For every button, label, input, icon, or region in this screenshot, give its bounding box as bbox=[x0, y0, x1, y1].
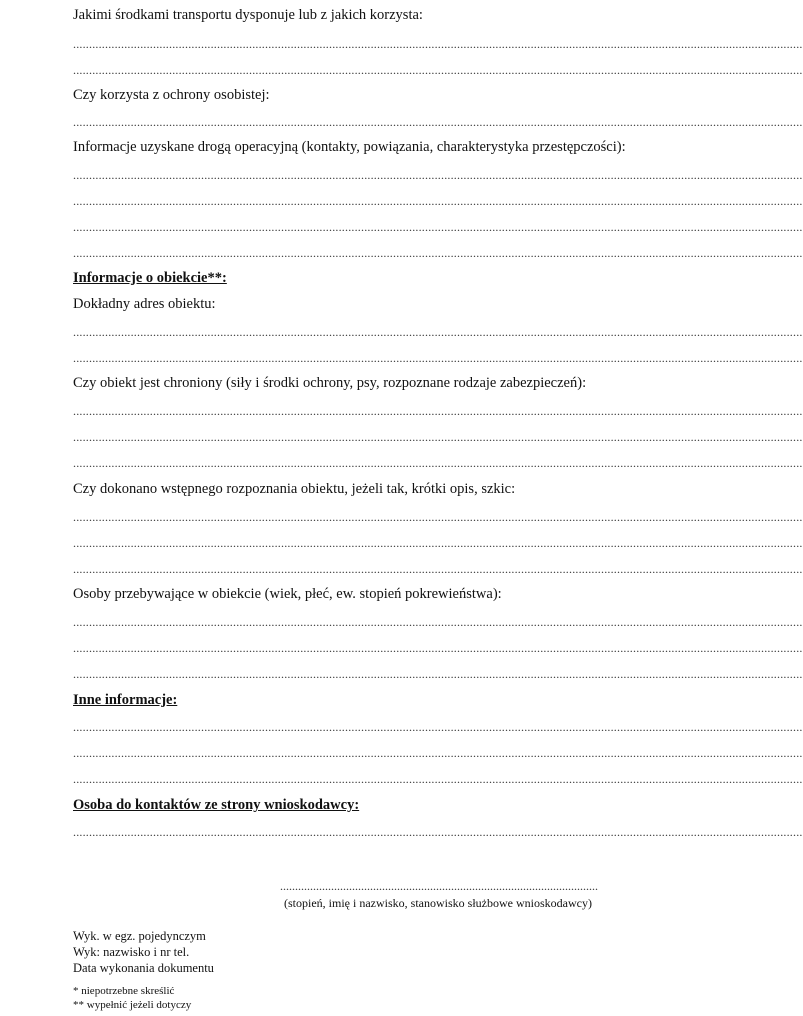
dotted-fill-line[interactable]: .................................................................................................................................................................................................................................... bbox=[73, 404, 803, 418]
dotted-fill-line[interactable]: .................................................................................................................................................................................................................................... bbox=[73, 194, 803, 208]
dotted-fill-line[interactable]: .................................................................................................................................................................................................................................... bbox=[73, 168, 803, 182]
dotted-fill-line[interactable]: .................................................................................................................................................................................................................................... bbox=[73, 667, 803, 681]
dotted-fill-line[interactable]: .................................................................................................................................................................................................................................... bbox=[73, 63, 803, 77]
dotted-fill-line[interactable]: .................................................................................................................................................................................................................................... bbox=[73, 562, 803, 576]
persons-label: Osoby przebywające w obiekcie (wiek, płeć, ew. stopień pokrewieństwa): bbox=[73, 586, 502, 602]
protection-label: Czy korzysta z ochrony osobistej: bbox=[73, 87, 270, 103]
dotted-fill-line[interactable]: .................................................................................................................................................................................................................................... bbox=[73, 37, 803, 51]
operational-info-label: Informacje uzyskane drogą operacyjną (kontakty, powiązania, charakterystyka przestępczości): bbox=[73, 139, 626, 155]
dotted-fill-line[interactable]: .................................................................................................................................................................................................................................... bbox=[73, 351, 803, 365]
dotted-fill-line[interactable]: .................................................................................................................................................................................................................................... bbox=[73, 615, 803, 629]
dotted-fill-line[interactable]: .................................................................................................................................................................................................................................... bbox=[73, 510, 803, 524]
footnote-fill-if-applicable: ** wypełnić jeżeli dotyczy bbox=[73, 999, 192, 1011]
dotted-fill-line[interactable]: .................................................................................................................................................................................................................................... bbox=[73, 772, 803, 786]
signature-caption: (stopień, imię i nazwisko, stanowisko służbowe wnioskodawcy) bbox=[284, 896, 592, 910]
dotted-fill-line[interactable]: .................................................................................................................................................................................................................................... bbox=[73, 115, 803, 129]
dotted-fill-line[interactable]: .................................................................................................................................................................................................................................... bbox=[73, 720, 803, 734]
reconnaissance-label: Czy dokonano wstępnego rozpoznania obiektu, jeżeli tak, krótki opis, szkic: bbox=[73, 481, 516, 497]
dotted-fill-line[interactable]: .................................................................................................................................................................................................................................... bbox=[73, 536, 803, 550]
dotted-fill-line[interactable]: .................................................................................................................................................................................................................................... bbox=[73, 430, 803, 444]
dotted-fill-line[interactable]: .................................................................................................................................................................................................................................... bbox=[73, 746, 803, 760]
address-label: Dokładny adres obiektu: bbox=[73, 296, 216, 312]
signature-line[interactable]: .......................................................................................................... bbox=[280, 879, 598, 893]
dotted-fill-line[interactable]: .................................................................................................................................................................................................................................... bbox=[73, 220, 803, 234]
copy-note: Wyk. w egz. pojedynczym bbox=[73, 929, 206, 943]
dotted-fill-line[interactable]: .................................................................................................................................................................................................................................... bbox=[73, 825, 803, 839]
dotted-fill-line[interactable]: .................................................................................................................................................................................................................................... bbox=[73, 246, 803, 260]
transport-label: Jakimi środkami transportu dysponuje lub z jakich korzysta: bbox=[73, 7, 423, 23]
guarded-label: Czy obiekt jest chroniony (siły i środki ochrony, psy, rozpoznane rodzaje zabezpieczeń): bbox=[73, 375, 587, 391]
object-heading: Informacje o obiekcie**: bbox=[73, 270, 227, 286]
other-info-heading: Inne informacje: bbox=[73, 692, 178, 708]
footnote-strike: * niepotrzebne skreślić bbox=[73, 985, 175, 997]
executed-by-note: Wyk: nazwisko i nr tel. bbox=[73, 945, 190, 959]
dotted-fill-line[interactable]: .................................................................................................................................................................................................................................... bbox=[73, 325, 803, 339]
dotted-fill-line[interactable]: .................................................................................................................................................................................................................................... bbox=[73, 641, 803, 655]
date-note: Data wykonania dokumentu bbox=[73, 961, 214, 975]
dotted-fill-line[interactable]: .................................................................................................................................................................................................................................... bbox=[73, 456, 803, 470]
contact-heading: Osoba do kontaktów ze strony wnioskodawcy: bbox=[73, 797, 360, 813]
